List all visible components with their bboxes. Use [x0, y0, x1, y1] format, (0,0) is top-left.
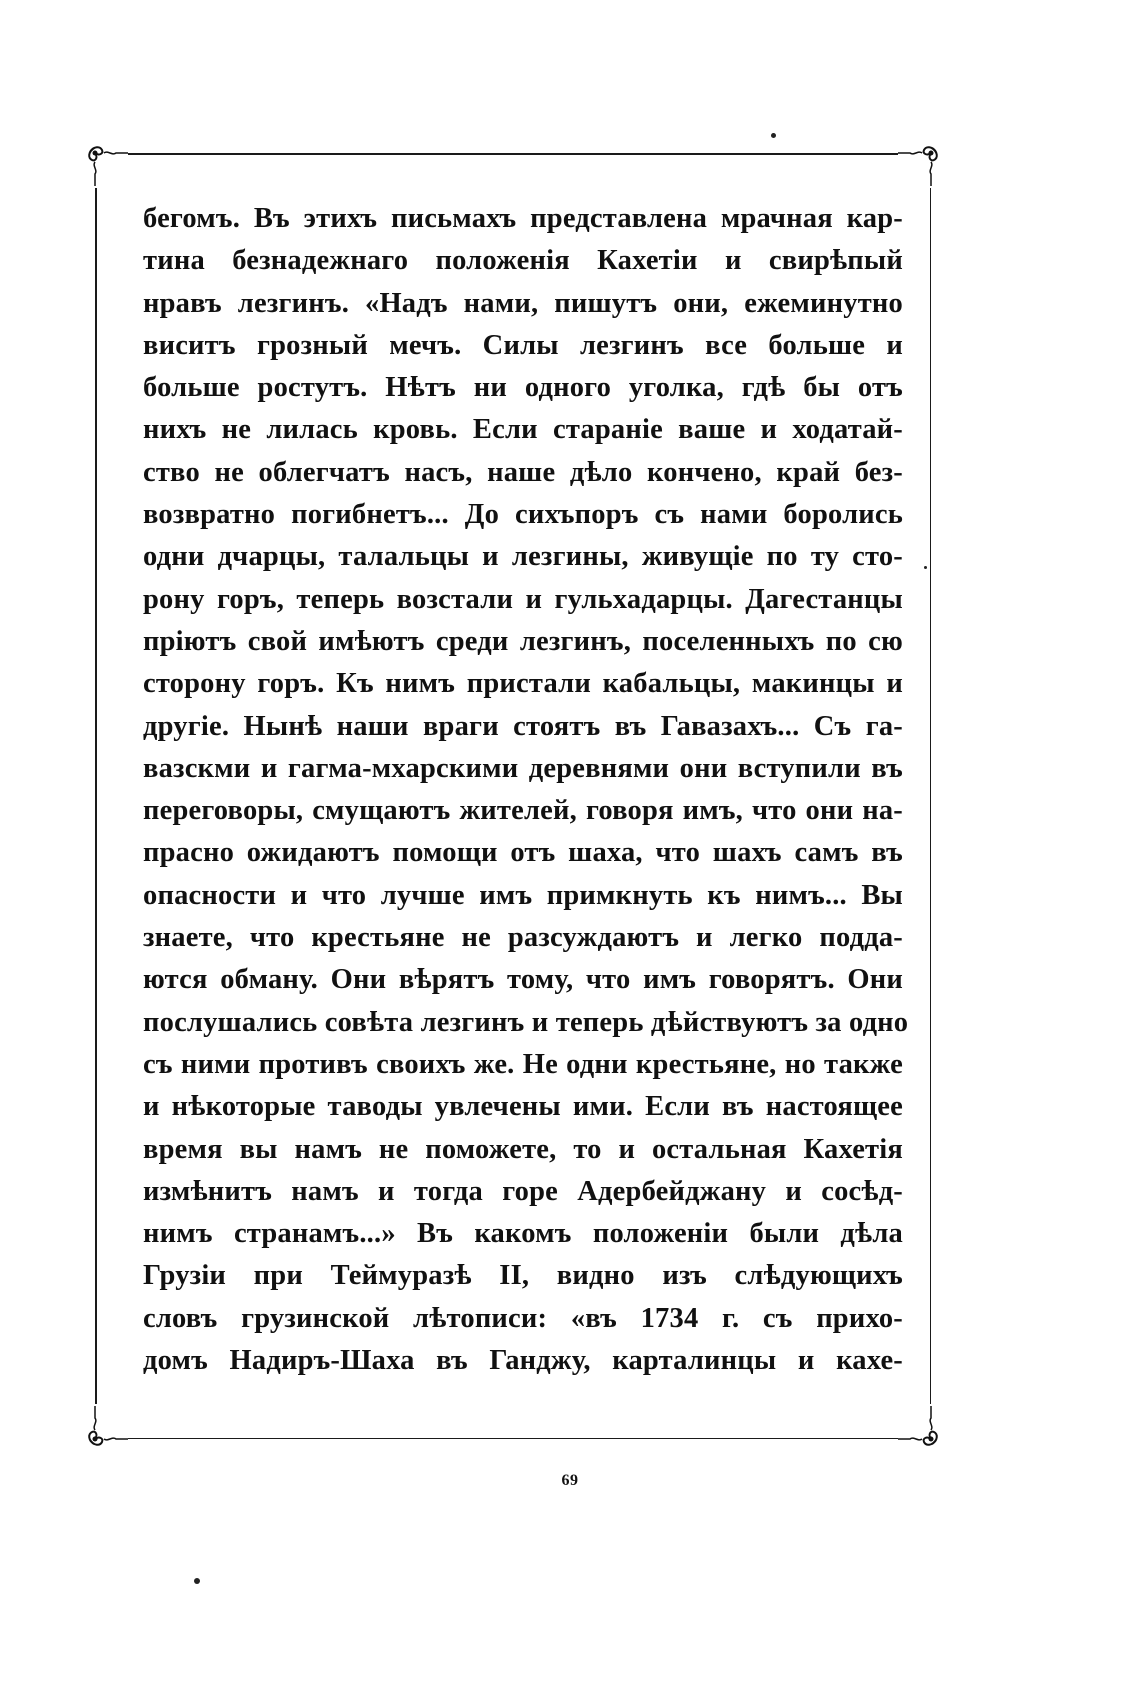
- scan-speck: [771, 133, 776, 138]
- corner-ornament-icon: [898, 1406, 942, 1450]
- text-line: виситъ грозный мечъ. Силы лезгинъ все больше и: [143, 329, 903, 361]
- scan-speck: [924, 566, 927, 569]
- text-line: и нѣкоторые таводы увлечены ими. Если въ настоящее: [143, 1091, 903, 1123]
- frame-bottom-rule: [128, 1438, 898, 1440]
- text-line: переговоры, смущаютъ жителей, говоря имъ, что они на-: [143, 795, 903, 827]
- frame-right-rule: [930, 188, 932, 1404]
- text-line: опасности и что лучше имъ примкнуть къ нимъ... Вы: [143, 879, 903, 911]
- page-number: 69: [561, 1472, 579, 1489]
- text-line: пріютъ свой имѣютъ среди лезгинъ, поселенныхъ по сю: [143, 625, 903, 657]
- text-line: нихъ не лилась кровь. Если стараніе ваше и ходатай-: [143, 414, 903, 446]
- text-line: прасно ожидаютъ помощи отъ шаха, что шахъ самъ въ: [143, 837, 903, 869]
- text-line: ются обману. Они вѣрятъ тому, что имъ говорятъ. Они: [143, 964, 903, 996]
- text-line: нравъ лезгинъ. «Надъ нами, пишутъ они, ежеминутно: [143, 287, 903, 319]
- text-line: измѣнитъ намъ и тогда горе Адербейджану и сосѣд-: [143, 1175, 903, 1207]
- text-line: время вы намъ не поможете, то и остальная Кахетія: [143, 1133, 903, 1165]
- text-line: одни дчарцы, талальцы и лезгины, живущіе по ту сто-: [143, 541, 903, 573]
- frame-left-rule: [95, 188, 97, 1404]
- text-line: знаете, что крестьяне не разсуждаютъ и легко подда-: [143, 922, 903, 954]
- scan-speck: [194, 1578, 200, 1584]
- text-line: словъ грузинской лѣтописи: «въ 1734 г. съ прихо-: [143, 1302, 903, 1334]
- text-line: бегомъ. Въ этихъ письмахъ представлена мрачная кар-: [143, 203, 903, 234]
- text-line: возвратно погибнетъ... До сихъпоръ съ нами боролись: [143, 499, 903, 531]
- text-line: нимъ странамъ...» Въ какомъ положеніи были дѣла: [143, 1218, 903, 1250]
- corner-ornament-icon: [898, 142, 942, 186]
- frame-top-rule: [128, 153, 898, 155]
- text-line: вазскми и гагма-мхарскими деревнями они вступили въ: [143, 752, 903, 784]
- text-line: послушались совѣта лезгинъ и теперь дѣйствуютъ за одно: [143, 1006, 909, 1038]
- body-text: [143, 198, 909, 1382]
- text-line: тина безнадежнаго положенія Кахетіи и свирѣпый: [143, 245, 903, 277]
- text-line: больше ростутъ. Нѣтъ ни одного уголка, гдѣ бы отъ: [143, 372, 903, 404]
- corner-ornament-icon: [84, 142, 128, 186]
- text-line: съ ними противъ своихъ же. Не одни крестьяне, но также: [143, 1048, 903, 1080]
- text-line: другіе. Нынѣ наши враги стоятъ въ Гавазахъ... Съ га-: [143, 710, 903, 742]
- text-line: ство не облегчатъ насъ, наше дѣло кончено, край без-: [143, 456, 903, 488]
- text-line: рону горъ, теперь возстали и гульхадарцы. Дагестанцы: [143, 583, 903, 615]
- corner-ornament-icon: [84, 1406, 128, 1450]
- text-line: сторону горъ. Къ нимъ пристали кабальцы, макинцы и: [143, 668, 903, 700]
- text-line: домъ Надиръ-Шаха въ Ганджу, карталинцы и кахе-: [143, 1345, 903, 1377]
- text-line: Грузіи при Теймуразѣ II, видно изъ слѣдующихъ: [143, 1260, 903, 1292]
